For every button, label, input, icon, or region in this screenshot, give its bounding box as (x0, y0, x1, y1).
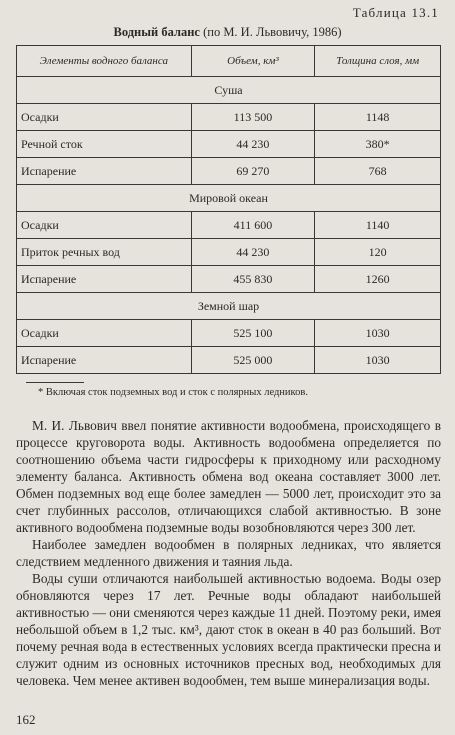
table-row (17, 131, 441, 158)
header-volume: Объем, км³ (191, 46, 315, 77)
table-row (17, 266, 441, 293)
section-ocean: Мировой океан (17, 185, 441, 212)
cell-volume: 44 230 (191, 239, 315, 266)
body-text (16, 417, 441, 689)
paragraph: Наиболее замедлен водообмен в полярных ледниках, что является следствием медленного движения и таяния льда. (16, 537, 441, 569)
section-globe: Земной шар (17, 293, 441, 320)
header-elements: Элементы водного баланса (17, 46, 192, 77)
paragraph: М. И. Львович ввел понятие активности водообмена, происходящего в процессе круговорота воды. Активность водообмена определяется по соотношению объема части гидросферы к приходному или расходному элементу баланса. Активность обмена вод океана составляет 3000 лет. Обмен подземных вод еще более замедлен — 5000 лет, происходит это за счет глубинных рассолов, отличающихся слабой активностью. В зоне активного водообмена подземные воды возобновляются через 300 лет. (16, 418, 441, 535)
cell-volume: 69 270 (191, 158, 315, 185)
cell-thickness: 768 (315, 158, 441, 185)
table-row (17, 239, 441, 266)
cell-element: Испарение (17, 347, 192, 374)
section-row-ocean (17, 185, 441, 212)
cell-thickness: 1260 (315, 266, 441, 293)
cell-element: Осадки (17, 104, 192, 131)
table-number: Таблица 13.1 (352, 5, 439, 20)
section-row-globe (17, 293, 441, 320)
cell-volume: 113 500 (191, 104, 315, 131)
table-row (17, 212, 441, 239)
table-title-source: (по М. И. Львовичу, 1986) (199, 25, 342, 39)
table-row (17, 104, 441, 131)
table-row (17, 347, 441, 374)
section-row-land (17, 77, 441, 104)
cell-thickness: 1140 (315, 212, 441, 239)
cell-volume: 525 000 (191, 347, 315, 374)
cell-thickness: 120 (315, 239, 441, 266)
section-land: Суша (17, 77, 441, 104)
cell-volume: 44 230 (191, 131, 315, 158)
cell-element: Речной сток (17, 131, 192, 158)
table-title-main: Водный баланс (113, 25, 200, 39)
header-thickness: Толщина слоя, мм (315, 46, 441, 77)
table-footnote: * Включая сток подземных вод и сток с полярных ледников. (38, 387, 308, 398)
cell-thickness: 380* (315, 131, 441, 158)
footnote-divider (26, 382, 84, 383)
page-number: 162 (16, 712, 36, 727)
cell-volume: 455 830 (191, 266, 315, 293)
table-row (17, 320, 441, 347)
cell-thickness: 1030 (315, 320, 441, 347)
table-title (0, 25, 455, 40)
table-header-row (17, 46, 441, 77)
table-row (17, 158, 441, 185)
cell-element: Приток речных вод (17, 239, 192, 266)
water-balance-table (16, 45, 441, 374)
cell-element: Испарение (17, 158, 192, 185)
paragraph: Воды суши отличаются наибольшей активностью водоема. Воды озер обновляются через 17 лет. Речные воды обладают наибольшей активностью — они сменяются через каждые 11 дней. Поэтому реки, имея небольшой объем в 1,2 тыс. км³, дают сток в океан в 40 раз больший. Вот почему речная вода в естественных условиях всегда практически пресна и служит одним из основных источников пресных вод, необходимых для человека. Чем менее активен водообмен, тем выше минерализация воды. (16, 571, 441, 688)
cell-volume: 525 100 (191, 320, 315, 347)
cell-element: Осадки (17, 320, 192, 347)
cell-thickness: 1030 (315, 347, 441, 374)
cell-volume: 411 600 (191, 212, 315, 239)
cell-element: Осадки (17, 212, 192, 239)
cell-element: Испарение (17, 266, 192, 293)
cell-thickness: 1148 (315, 104, 441, 131)
